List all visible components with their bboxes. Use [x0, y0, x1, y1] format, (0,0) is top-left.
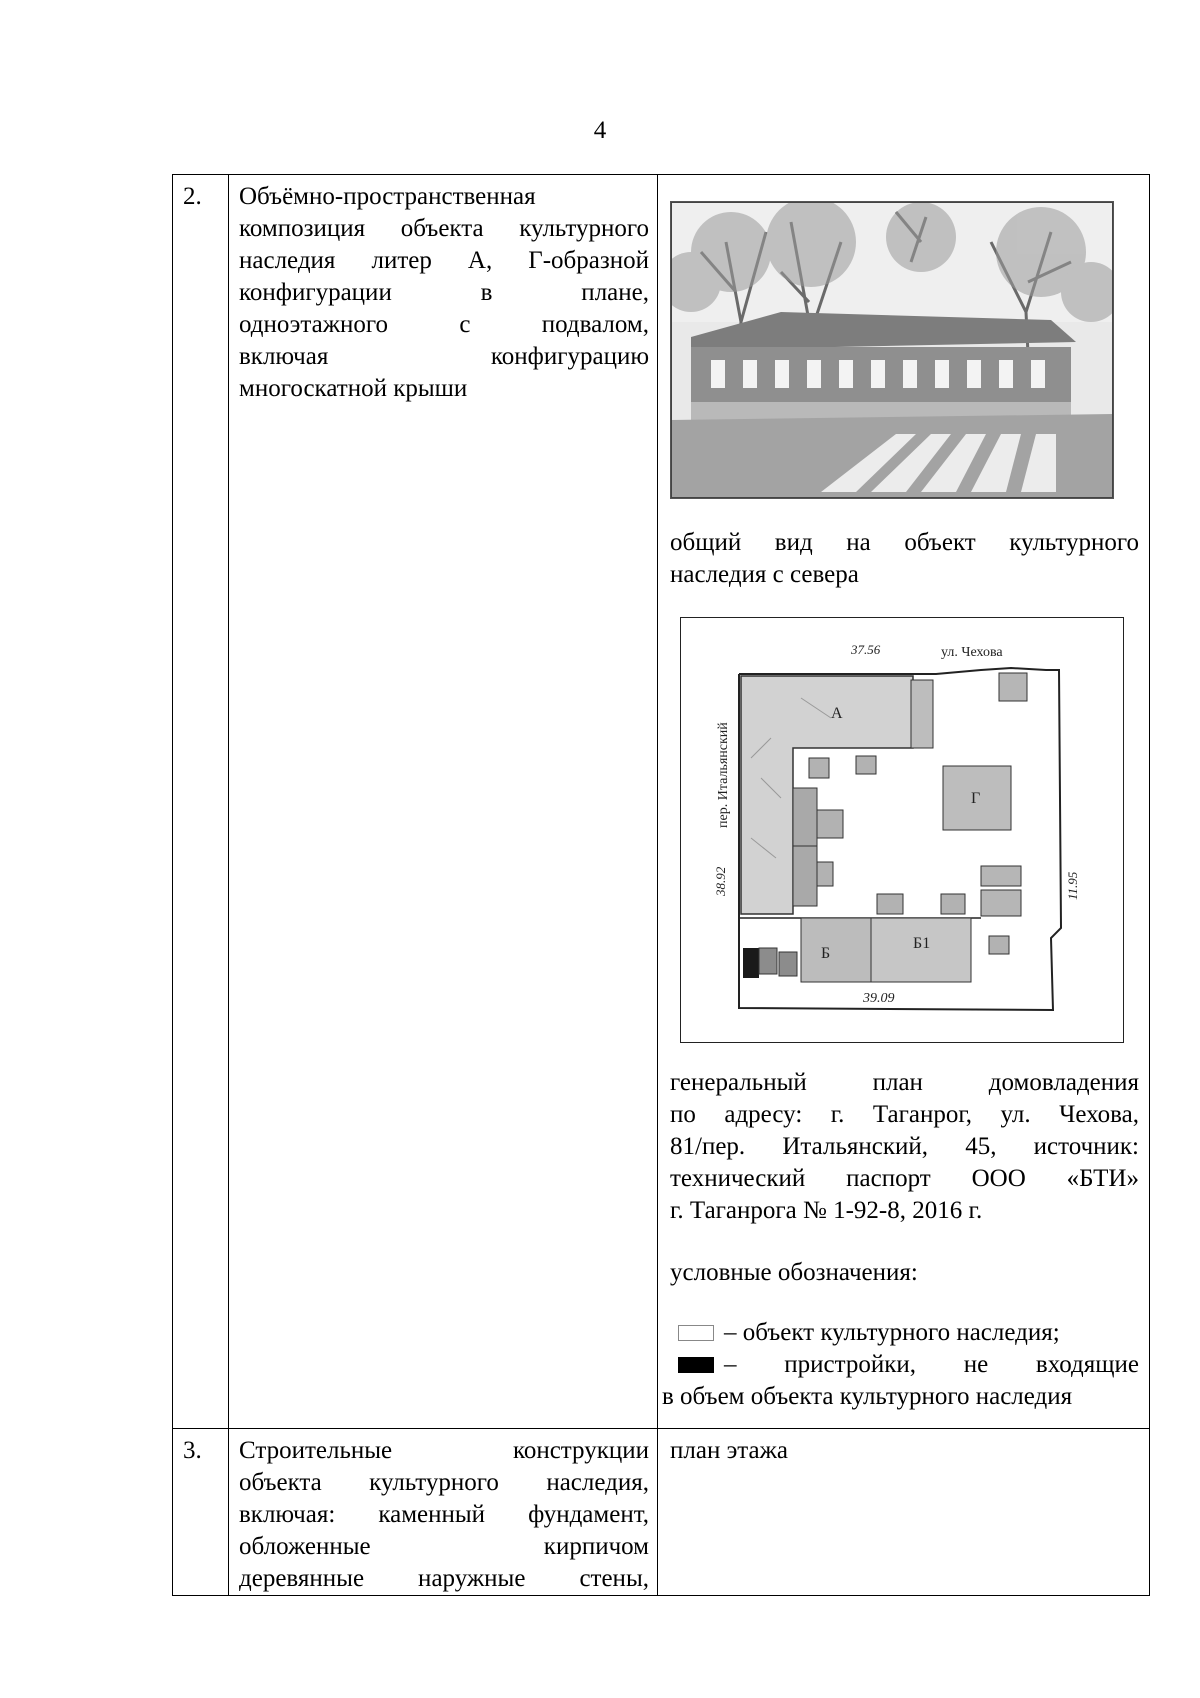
- plan-dim-left: 38.92: [713, 866, 728, 896]
- desc-line: деревянные наружные стены,: [239, 1565, 649, 1592]
- plan-label-a: А: [831, 705, 843, 722]
- legend-item-label: – пристройки, не входящие: [724, 1351, 1139, 1378]
- caption-line: технический паспорт ООО «БТИ»: [670, 1165, 1139, 1192]
- table-row: [173, 1429, 1150, 1596]
- desc-line: Строительные конструкции: [239, 1437, 649, 1464]
- plan-dim-bottom: 39.09: [863, 991, 895, 1006]
- row-number: 2.: [173, 175, 229, 1429]
- caption-line: генеральный план домовладения: [670, 1069, 1139, 1096]
- desc-line: включая конфигурацию: [239, 343, 649, 370]
- plan-label-b: Б: [821, 945, 831, 962]
- plan-caption: [670, 1067, 1139, 1227]
- desc-line: Объёмно-пространственная: [239, 183, 536, 210]
- plan-street-left: пер. Итальянский: [716, 722, 731, 828]
- table-row: [173, 175, 1150, 1429]
- plan-dim-right: 11.95: [1065, 871, 1080, 900]
- legend-item-heritage: [670, 1317, 1139, 1349]
- desc-line: наследия литер А, Г-образной: [239, 247, 649, 274]
- legend-item-annex: [670, 1349, 1139, 1381]
- row-description: [229, 1429, 658, 1596]
- plan-street-top: ул. Чехова: [941, 645, 1003, 660]
- page-number: 4: [593, 117, 607, 144]
- caption-line: г. Таганрога № 1-92-8, 2016 г.: [670, 1197, 983, 1224]
- desc-line: включая: каменный фундамент,: [239, 1501, 649, 1528]
- caption-line: наследия с севера: [670, 561, 859, 588]
- desc-line: обложенные кирпичом: [239, 1533, 649, 1560]
- desc-line: одноэтажного с подвалом,: [239, 311, 649, 338]
- caption-line: 81/пер. Итальянский, 45, источник:: [670, 1133, 1139, 1160]
- desc-line: конфигурации в плане,: [239, 279, 649, 306]
- plan-label-g: Г: [971, 790, 981, 807]
- desc-line: объекта культурного наследия,: [239, 1469, 649, 1496]
- plan-dim-top: 37.56: [851, 642, 881, 657]
- legend-swatch-white: [678, 1325, 714, 1341]
- site-plan: [680, 617, 1124, 1043]
- row-description: [229, 175, 658, 1429]
- caption-line: по адресу: г. Таганрог, ул. Чехова,: [670, 1101, 1139, 1128]
- row-right-text: план этажа: [658, 1429, 1150, 1596]
- row-illustrations: [658, 175, 1150, 1429]
- heritage-table: [172, 174, 1150, 1596]
- legend-swatch-black: [678, 1357, 714, 1373]
- caption-line: общий вид на объект культурного: [670, 529, 1139, 556]
- plan-label-b1: Б1: [913, 935, 931, 952]
- legend-tail: в объем объекта культурного наследия: [662, 1383, 1073, 1410]
- desc-line: многоскатной крыши: [239, 375, 468, 402]
- desc-line: композиция объекта культурного: [239, 215, 649, 242]
- photo-caption: [670, 527, 1139, 591]
- legend-item-label: – объект культурного наследия;: [724, 1319, 1060, 1346]
- row-number: 3.: [173, 1429, 229, 1596]
- legend-title: условные обозначения:: [670, 1259, 918, 1286]
- building-photo: [670, 201, 1114, 499]
